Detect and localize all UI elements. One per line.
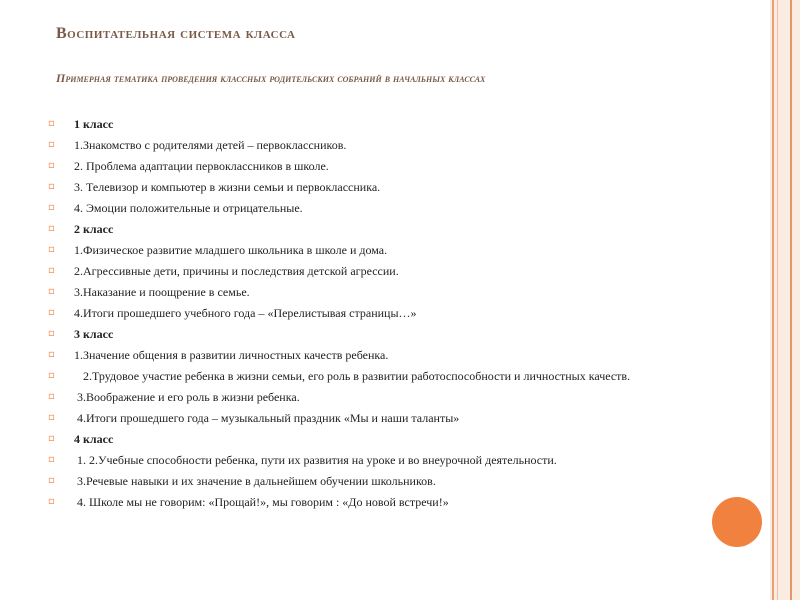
- list-item: [48, 307, 708, 319]
- bullet-icon: ▫: [48, 454, 55, 465]
- bullet-icon: ▫: [48, 412, 55, 423]
- bullet-icon: ▫: [48, 160, 55, 171]
- list-item-text: 2. Проблема адаптации первоклассников в школе.: [74, 159, 329, 173]
- list-item: [48, 454, 708, 466]
- decorative-stripe-line: [772, 0, 774, 600]
- list-item-text: 1.Значение общения в развитии личностных качеств ребенка.: [74, 348, 389, 362]
- list-item: [48, 139, 708, 151]
- bullet-icon: ▫: [48, 118, 55, 129]
- list-item-text: 4. Эмоции положительные и отрицательные.: [74, 201, 303, 215]
- list-item: [48, 181, 708, 193]
- list-item: [48, 370, 708, 382]
- bullet-icon: ▫: [48, 265, 55, 276]
- list-heading: [48, 328, 708, 340]
- decorative-stripe-line: [790, 0, 792, 600]
- list-item: [48, 496, 708, 508]
- list-item-text: 1. 2.Учебные способности ребенка, пути их развития на уроке и во внеурочной деятельности.: [74, 453, 557, 467]
- bullet-icon: ▫: [48, 223, 55, 234]
- list-item-text: 3 класс: [74, 327, 114, 341]
- bullet-icon: ▫: [48, 139, 55, 150]
- list-item: [48, 265, 708, 277]
- bullet-icon: ▫: [48, 391, 55, 402]
- list-item-text: 1 класс: [74, 117, 114, 131]
- list-heading: [48, 433, 708, 445]
- list-item: [48, 202, 708, 214]
- list-item: [48, 391, 708, 403]
- list-item-text: 2.Агрессивные дети, причины и последствия детской агрессии.: [74, 264, 399, 278]
- bullet-icon: ▫: [48, 202, 55, 213]
- list-heading: [48, 118, 708, 130]
- bullet-icon: ▫: [48, 370, 55, 381]
- list-item: [48, 244, 708, 256]
- decorative-circle: [712, 497, 762, 547]
- list-item-text: 3.Воображение и его роль в жизни ребенка.: [74, 390, 300, 404]
- slide-subtitle: Примерная тематика проведения классных родительских собраний в начальных классах: [56, 71, 486, 85]
- list-item-text: 4.Итоги прошедшего года – музыкальный праздник «Мы и наши таланты»: [74, 411, 460, 425]
- list-heading: [48, 223, 708, 235]
- bullet-icon: ▫: [48, 286, 55, 297]
- bullet-icon: ▫: [48, 244, 55, 255]
- list-item: [48, 286, 708, 298]
- list-item: [48, 160, 708, 172]
- bullet-icon: ▫: [48, 181, 55, 192]
- list-item-text: 2 класс: [74, 222, 114, 236]
- bullet-icon: ▫: [48, 496, 55, 507]
- list-item-text: 3. Телевизор и компьютер в жизни семьи и первоклассника.: [74, 180, 381, 194]
- list-item-text: 2.Трудовое участие ребенка в жизни семьи, его роль в развитии работоспособности и личностных качеств.: [74, 369, 631, 383]
- decorative-stripe-line: [777, 0, 778, 600]
- list-item-text: 4 класс: [74, 432, 114, 446]
- bullet-icon: ▫: [48, 475, 55, 486]
- list-item-text: 1.Физическое развитие младшего школьника в школе и дома.: [74, 243, 388, 257]
- bullet-icon: ▫: [48, 349, 55, 360]
- list-item-text: 3.Речевые навыки и их значение в дальнейшем обучении школьников.: [74, 474, 436, 488]
- bullet-icon: ▫: [48, 433, 55, 444]
- list-item-text: 4. Школе мы не говорим: «Прощай!», мы говорим : «До новой встречи!»: [74, 495, 449, 509]
- bullet-icon: ▫: [48, 328, 55, 339]
- bullet-list: [48, 118, 708, 517]
- list-item-text: 1.Знакомство с родителями детей – первоклассников.: [74, 138, 347, 152]
- list-item: [48, 412, 708, 424]
- list-item: [48, 475, 708, 487]
- list-item: [48, 349, 708, 361]
- list-item-text: 4.Итоги прошедшего учебного года – «Перелистывая страницы…»: [74, 306, 417, 320]
- decorative-stripe: [770, 0, 800, 600]
- slide-title: Воспитательная система класса: [56, 25, 296, 42]
- list-item-text: 3.Наказание и поощрение в семье.: [74, 285, 250, 299]
- bullet-icon: ▫: [48, 307, 55, 318]
